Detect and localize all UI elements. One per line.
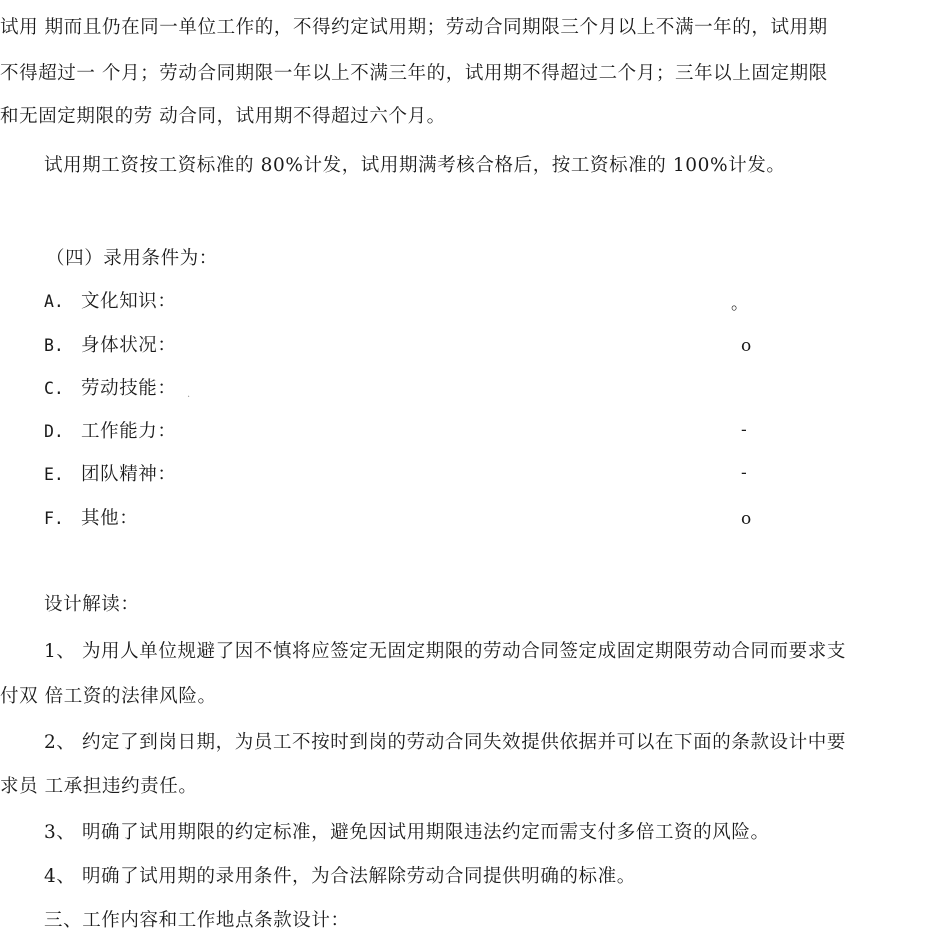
list-label: 身体状况： [81,335,177,356]
design-point-1-line-1: 1、 为用人单位规避了因不慎将应签定无固定期限的劳动合同签定成固定期限劳动合同而要求支 [44,641,846,662]
design-point-2-line-2: 求员 工承担违约责任。 [0,776,198,797]
list-blank-mark: . [187,389,191,400]
design-point-2-line-1: 2、 约定了到岗日期，为员工不按时到岗的劳动合同失效提供依据并可以在下面的条款设计中要 [44,732,846,753]
list-letter: B. [44,336,64,355]
list-letter: E. [44,465,64,484]
design-point-4: 4、 明确了试用期的录用条件，为合法解除劳动合同提供明确的标准。 [44,866,636,887]
list-letter: F. [44,509,64,528]
list-blank-mark: o [741,336,752,356]
list-label: 工作能力： [81,421,177,442]
list-blank-mark: 。 [731,294,748,314]
list-blank-mark: - [741,420,747,440]
design-heading: 设计解读： [44,594,140,615]
probation-wage-paragraph: 试用期工资按工资标准的 80%计发，试用期满考核合格后，按工资标准的 100%计发。 [44,155,786,176]
list-label: 团队精神： [81,464,177,485]
list-blank-mark: o [741,509,752,529]
probation-line-1: 试用 期而且仍在同一单位工作的，不得约定试用期；劳动合同期限三个月以上不满一年的，试用期 [0,17,828,38]
design-point-3: 3、 明确了试用期限的约定标准，避免因试用期限违法约定而需支付多倍工资的风险。 [44,822,770,843]
list-label: 劳动技能： [81,378,177,399]
hiring-conditions-heading: （四）录用条件为： [46,248,218,269]
list-label: 其他： [81,508,139,529]
list-letter: D. [44,422,64,441]
probation-line-3: 和无固定期限的劳 动合同，试用期不得超过六个月。 [0,106,446,127]
design-point-1-line-2: 付双 倍工资的法律风险。 [0,686,217,707]
list-letter: A. [44,292,64,311]
section-3-heading: 三、工作内容和工作地点条款设计： [44,910,350,931]
list-letter: C. [44,379,64,398]
list-blank-mark: - [741,463,747,483]
list-label: 文化知识： [81,291,177,312]
probation-line-2: 不得超过一 个月；劳动合同期限一年以上不满三年的，试用期不得超过二个月；三年以上固定期限 [0,63,828,84]
